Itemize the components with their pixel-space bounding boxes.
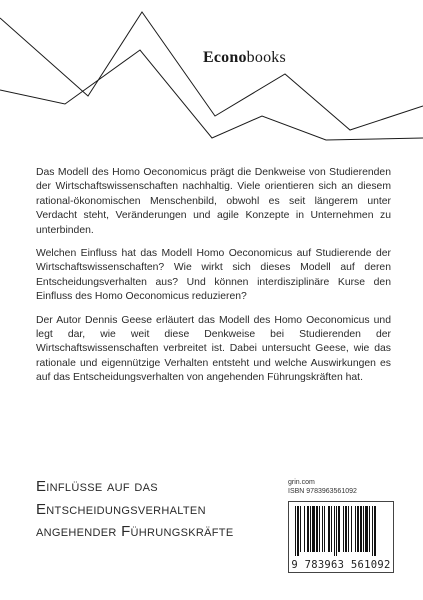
blurb-text: [36, 166, 391, 395]
barcode-bar: [363, 506, 364, 552]
book-title: [36, 476, 296, 544]
publisher-logo-bold: Econo: [203, 49, 247, 66]
barcode-bar: [357, 506, 359, 552]
barcode-bar: [348, 506, 349, 552]
barcode-bar: [300, 506, 301, 552]
barcode-bar: [360, 506, 362, 552]
barcode-bar: [328, 506, 330, 552]
barcode-bar: [312, 506, 315, 552]
blurb-paragraph-3: Der Autor Dennis Geese erläutert das Modell des Homo Oeconomicus und legt dar, wie weit diese Denkweise bei Studierenden der Wirtschaftswissenschaften verbreitet ist. Dabei untersucht Geese, wie das rationale und eigennützige Verhalten entsteht und welche Auswirkungen es auf das Entscheidungsverhalten von angehenden Führungskräften hat.: [36, 314, 391, 384]
barcode-bar: [319, 506, 320, 552]
barcode-bar: [345, 506, 347, 552]
barcode-bar: [307, 506, 309, 552]
barcode-bar: [334, 506, 335, 556]
barcode-bar: [351, 506, 352, 552]
barcode-bar: [316, 506, 318, 552]
book-title-line-2: Entscheidungsverhalten: [36, 500, 206, 518]
barcode-digits: 9 783963 561092: [291, 559, 391, 571]
barcode-bar: [338, 506, 340, 552]
barcode-bar: [365, 506, 368, 552]
barcode-bar: [322, 506, 323, 552]
blurb-paragraph-1: Das Modell des Homo Oeconomicus prägt die Denkweise von Studierenden der Wirtschaftswissenschaften nachhaltig. Viele orientieren sich an diesem rational-ökonomischen Menschenbild, obwohl es seit längerem unter Verdacht steht, Veränderungen und agile Konzepte in Unternehmen zu unterbinden.: [36, 167, 391, 236]
line-graph-decoration: [0, 0, 423, 150]
book-title-line-3: angehender Führungskräfte: [36, 523, 234, 540]
blurb-paragraph-2: Welchen Einfluss hat das Modell Homo Oeconomicus auf Studierende der Wirtschaftswissenschaften? Wie wirkt sich dieses Modell auf deren Entscheidungsverhalten aus? Und können interdisziplinäre Kurse den Einfluss des Homo Oeconomicus reduzieren?: [36, 248, 391, 303]
publisher-logo-regular: books: [246, 49, 286, 66]
publisher-site: grin.com: [288, 479, 315, 486]
barcode-bar: [297, 506, 299, 556]
barcode-bars: [293, 506, 389, 556]
barcode-bar: [372, 506, 373, 556]
barcode-bar: [355, 506, 356, 552]
barcode-bar: [304, 506, 305, 552]
barcode-bar: [324, 506, 325, 552]
barcode-bar: [374, 506, 376, 556]
barcode-bar: [295, 506, 296, 556]
publisher-logo: [203, 49, 286, 67]
barcode-block: [288, 478, 393, 573]
barcode-bar: [310, 506, 311, 552]
barcode-bar: [336, 506, 337, 556]
barcode: [288, 501, 394, 573]
barcode-bar: [369, 506, 370, 552]
book-title-line-1: Einflüsse auf das: [36, 478, 158, 495]
barcode-bar: [343, 506, 344, 552]
line-art-header: [0, 0, 423, 150]
barcode-bar: [331, 506, 332, 552]
isbn-label: ISBN 9783963561092: [288, 488, 357, 495]
